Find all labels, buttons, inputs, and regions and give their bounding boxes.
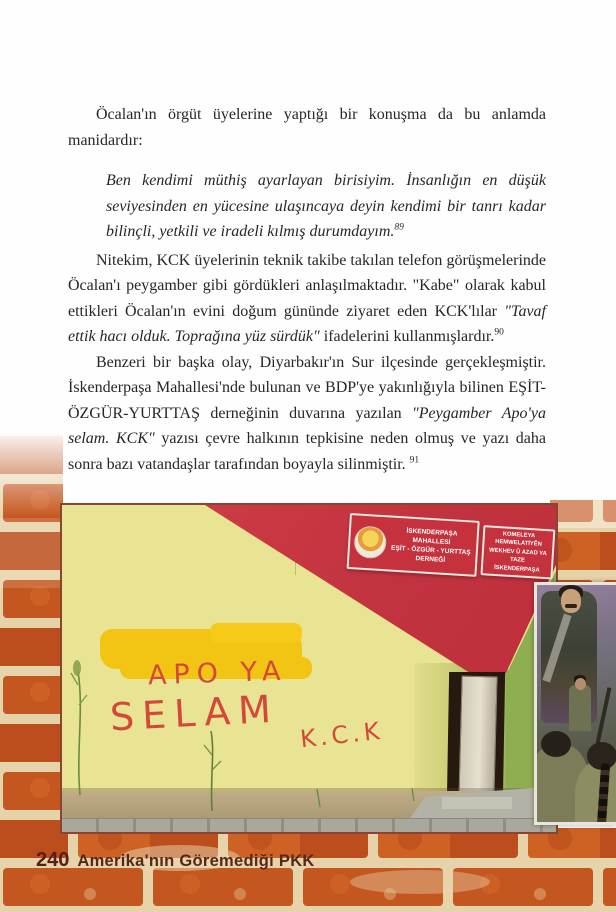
- paragraph-1-text: Öcalan'ın örgüt üyelerine yaptığı bir konuşma da bu anlamda manidardır:: [68, 106, 546, 149]
- paragraph-2-text: Nitekim, KCK üyelerinin teknik takibe takılan telefon görüşmelerinde Öcalan'ı peygamber gibi gördükleri anlaşılmaktadır. "Kabe" olarak kabul ettikleri Öcalan'ın evini doğum gününde ziyaret eden KCK'lılar: [68, 251, 546, 320]
- sign-kurdish-line-3: İSKENDERPAŞA: [493, 564, 540, 574]
- poster-figure-face: [561, 589, 581, 613]
- paragraph-3-text: Benzeri bir başka olay, Diyarbakır'ın Sur ilçesinde gerçekleşmiştir. İskenderpaşa Mahallesi'nde bulunan ve BDP'ye yakınlığıyla bilinen EŞİT-ÖZGÜR-YURTTAŞ derneğinin duvarına yazılan: [68, 353, 546, 422]
- paragraph-3: [68, 350, 546, 478]
- photo-building-graffiti: [60, 503, 558, 834]
- book-title: Amerika'nın Göremediği PKK: [77, 852, 315, 870]
- sign-left-panel: [347, 513, 480, 577]
- page-footer: [36, 849, 315, 872]
- standing-man-body: [569, 685, 591, 731]
- pavement-curb: [62, 818, 556, 834]
- page-number: 240: [36, 849, 70, 871]
- graffiti-selam: SELAM: [108, 686, 281, 740]
- paragraph-2-text-end: ifadelerini kullanmışlardır.: [319, 328, 495, 345]
- painted-over-band-3: [210, 623, 302, 643]
- graffiti-kck: K.C.K: [298, 716, 385, 754]
- graffiti-apo-ya: APO YA: [147, 655, 288, 692]
- paragraph-2-quote: "Tavaf ettik hacı olduk. Toprağına yüz sürdük": [68, 302, 546, 345]
- sign-line-1: İSKENDERPAŞA MAHALLESİ: [406, 527, 458, 547]
- sign-right-panel: [480, 525, 555, 579]
- block-quote-text: Ben kendimi müthiş ayarlayan birisiyim. İnsanlığın en düşük seviyesinden en yücesine ulaşıncaya deyin kendimi bir tanrı kadar bilinçli, yetkili ve iradeli kılmış durumdayım.: [106, 172, 546, 240]
- door-step: [442, 797, 512, 809]
- block-quote: [106, 168, 546, 245]
- paragraph-1: [68, 102, 546, 153]
- inset-photo-pkk-figures: [534, 582, 616, 825]
- footnote-ref-90: 90: [494, 327, 504, 338]
- rifle-silhouette: [595, 687, 612, 748]
- paragraph-2: [68, 248, 546, 350]
- footnote-ref-89: 89: [394, 222, 404, 233]
- association-logo-icon: [353, 525, 387, 559]
- sign-left-text: [387, 525, 475, 566]
- page-text-column: [68, 102, 546, 477]
- poster-figure-mustache: [565, 604, 577, 608]
- sign-kurdish-line-2: WEKHEV Û AZAD YA TAZE: [488, 547, 547, 565]
- sign-line-2: EŞİT - ÖZGÜR - YURTTAŞ: [390, 544, 471, 557]
- foreground-head-left: [541, 731, 571, 757]
- sign-line-3: DERNEĞİ: [415, 555, 446, 564]
- footnote-ref-91: 91: [409, 455, 420, 466]
- open-door: [458, 676, 497, 800]
- sign-kurdish-line-1: KOMELEYA HEMWELATİYÊN: [495, 531, 542, 549]
- paragraph-3-text-end: yazısı çevre halkının tepkisine neden olmuş ve yazı daha sonra bazı vatandaşlar tarafından boyayla silinmiştir.: [68, 430, 546, 473]
- paragraph-3-quote: "Peygamber Apo'ya selam. KCK": [68, 404, 546, 447]
- standing-man-face: [575, 678, 586, 690]
